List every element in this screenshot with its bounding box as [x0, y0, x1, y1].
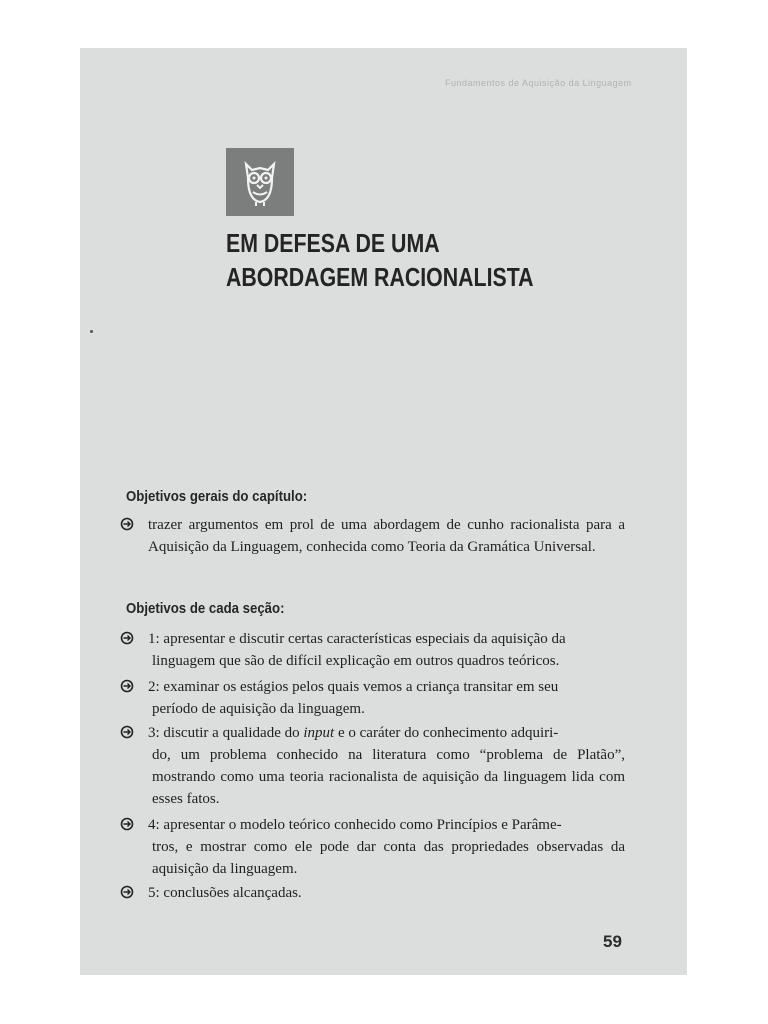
section-objectives-heading: Objetivos de cada seção:: [126, 600, 285, 617]
section-objective-item: [120, 882, 625, 904]
circle-arrow-icon: [120, 885, 134, 899]
section-objective-item: [120, 722, 625, 810]
owl-icon-box: [226, 148, 294, 216]
section-objective-line1: [148, 722, 625, 744]
chapter-title-line-1: EM DEFESA DE UMA: [226, 228, 440, 258]
general-objective-item: [120, 514, 625, 558]
book-page: [80, 48, 687, 975]
circle-arrow-icon: [120, 725, 134, 739]
section-objective-line1: 2: examinar os estágios pelos quais vemos a criança transitar em seu: [148, 679, 559, 695]
section-objective-line1: 4: apresentar o modelo teórico conhecido como Princípios e Parâme-: [148, 817, 562, 833]
section-objective-rest: período de aquisição da linguagem.: [152, 701, 365, 717]
circle-arrow-icon: [120, 817, 134, 831]
general-objective-text: trazer argumentos em prol de uma abordagem de cunho racionalista para a Aquisição da Linguagem, conhecida como Teoria da Gramática Universal.: [148, 517, 625, 555]
running-head: Fundamentos de Aquisição da Linguagem: [445, 78, 632, 88]
line1-part-a: 3: discutir a qualidade do: [148, 725, 304, 741]
section-objective-rest: do, um problema conhecido na literatura como “problema de Platão”, mostrando como uma teoria racionalista de aquisição da linguagem lida com esses fatos.: [152, 747, 625, 807]
page-speck: [90, 330, 93, 333]
line1-part-b: e o caráter do conhecimento adquiri-: [334, 725, 559, 741]
section-objective-line1: 5: conclusões alcançadas.: [148, 885, 302, 901]
section-objective-rest: tros, e mostrar como ele pode dar conta das propriedades observadas da aquisição da linguagem.: [152, 839, 625, 877]
section-objective-item: [120, 814, 625, 880]
circle-arrow-icon: [120, 517, 134, 531]
circle-arrow-icon: [120, 679, 134, 693]
page-number: 59: [603, 932, 622, 951]
input-term: input: [303, 725, 335, 741]
owl-icon: [226, 148, 294, 216]
chapter-title: [226, 226, 587, 294]
circle-arrow-icon: [120, 631, 134, 645]
section-objective-item: [120, 628, 625, 672]
general-objectives-heading: Objetivos gerais do capítulo:: [126, 488, 308, 505]
chapter-title-line-2: ABORDAGEM RACIONALISTA: [226, 262, 534, 292]
section-objective-rest: linguagem que são de difícil explicação em outros quadros teóricos.: [152, 653, 560, 669]
section-objective-line1: 1: apresentar e discutir certas características especiais da aquisição da: [148, 631, 566, 647]
section-objective-item: [120, 676, 625, 720]
